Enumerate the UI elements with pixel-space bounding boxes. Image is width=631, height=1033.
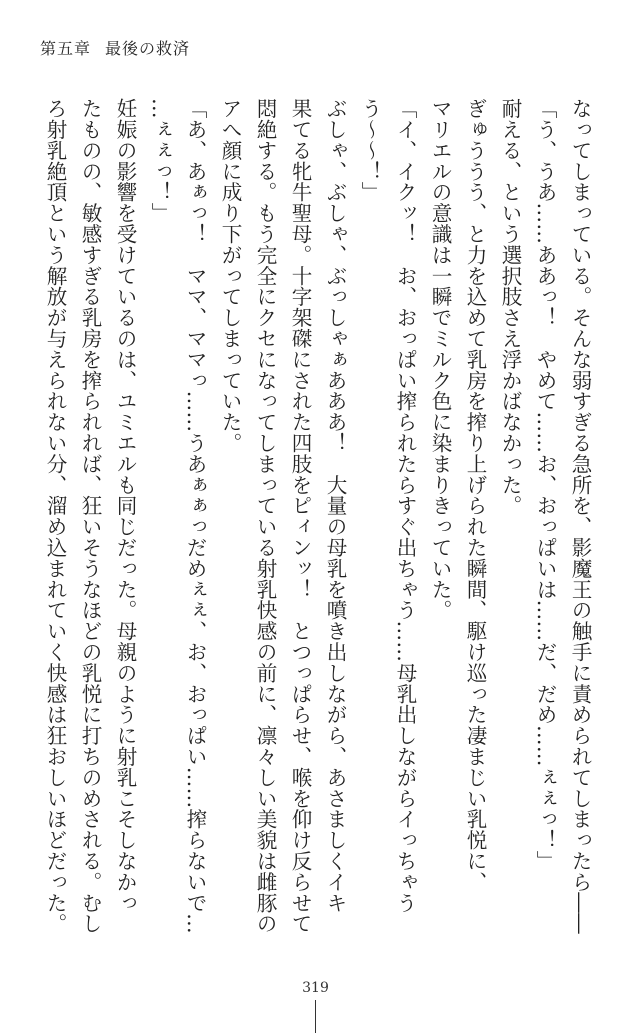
text-line: 悶絶する。もう完全にクセになってしまっている射乳快感の前に、凛々しい美貌は雌豚の xyxy=(253,98,277,934)
page-number-rule xyxy=(315,1000,316,1033)
text-line: 妊娠の影響を受けているのは、ユミエルも同じだった。母親のように射乳こそしなかっ xyxy=(113,98,137,914)
text-line: たものの、敏感すぎる乳房を搾られれば、狂いそうなほどの乳悦に打ちのめされる。むし xyxy=(78,98,102,934)
text-line: 「あ、あぁっ！ ママ、ママっ……うあぁぁっだめぇぇ、お、おっぱい……搾らないで… xyxy=(183,98,207,934)
text-line: 「う、うあ……ああっ！ やめて……お、おっぱいは……だ、だめ……ぇぇっ！」 xyxy=(533,98,557,872)
text-line: 果てる牝牛聖母。十字架磔にされた四肢をピィンッ！ とつっぱらせ、喉を仰け反らせて xyxy=(288,98,312,934)
text-line: 耐える、という選択肢さえ浮かばなかった。 xyxy=(498,98,522,516)
text-line: マリエルの意識は一瞬でミルク色に染まりきっていた。 xyxy=(428,98,452,621)
text-line: ぎゅううう、と力を込めて乳房を搾り上げられた瞬間、駆け巡った凄まじい乳悦に、 xyxy=(463,98,487,893)
text-line: 「イ、イクッ！ お、おっぱい搾られたらすぐ出ちゃう……母乳出しながらイっちゃう xyxy=(393,98,417,914)
text-line: う～～！」 xyxy=(358,98,382,203)
text-line: アへ顔に成り下がってしまっていた。 xyxy=(218,98,242,454)
chapter-label: 第五章 xyxy=(40,39,92,58)
text-line: なってしまっている。そんな弱すぎる急所を、影魔王の触手に責められてしまったら―― xyxy=(568,98,592,934)
page-number: 319 xyxy=(302,980,329,996)
text-line: …ぇぇっ！」 xyxy=(148,98,172,224)
vertical-body-text xyxy=(37,98,597,938)
running-header xyxy=(40,36,190,59)
text-line: ろ射乳絶頂という解放が与えられない分、溜め込まれていく快感は狂おしいほどだった。 xyxy=(43,98,67,934)
chapter-title: 最後の救済 xyxy=(105,39,191,58)
text-line: ぶしゃ、ぶしゃ、ぶっしゃぁあああ！ 大量の母乳を噴き出しながら、あさましくイキ xyxy=(323,98,347,914)
